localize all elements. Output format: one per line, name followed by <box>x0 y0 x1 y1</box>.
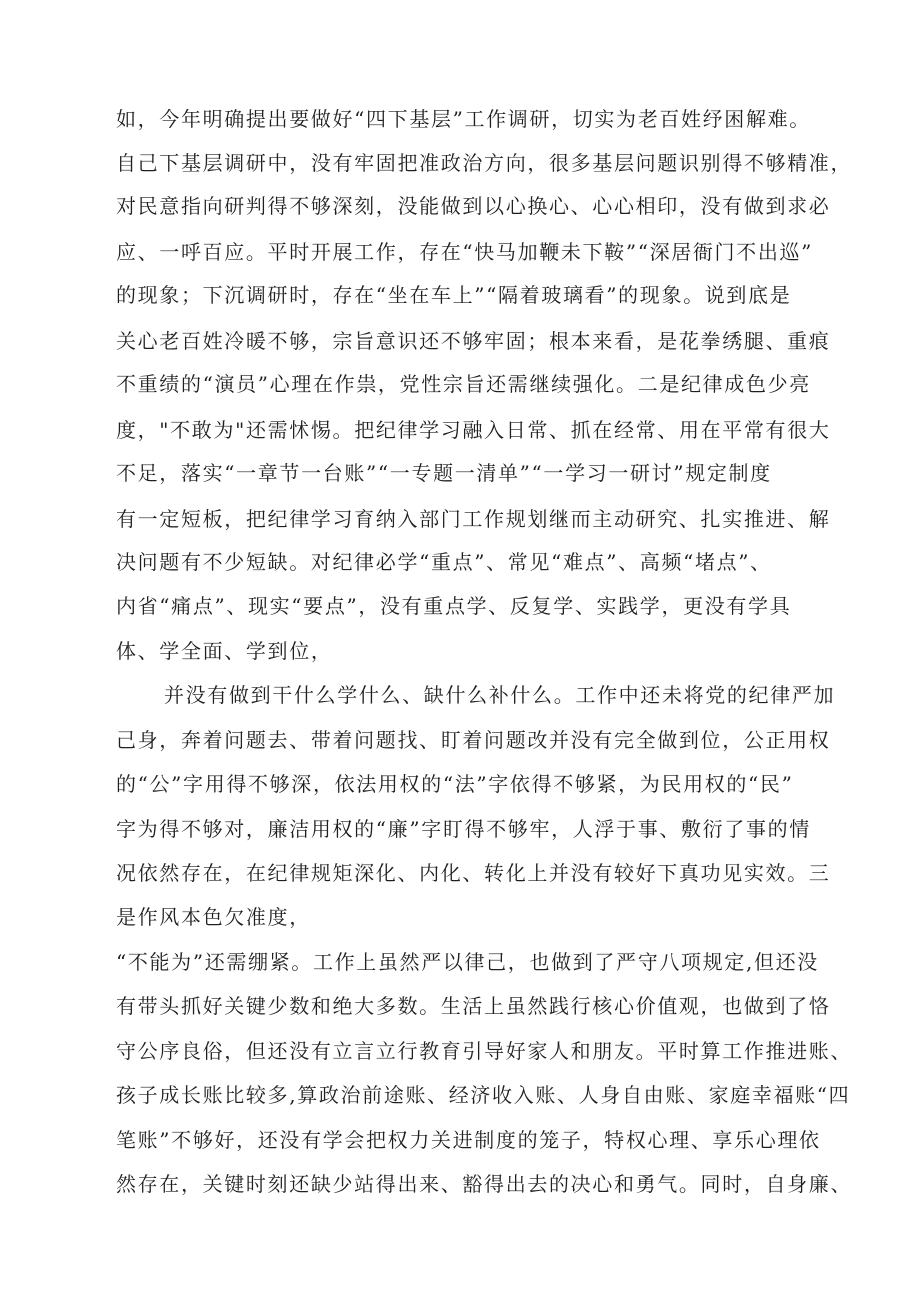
paragraph-first-line: 并没有做到干什么学什么、缺什么补什么。工作中还未将党的纪律严加 <box>164 683 836 707</box>
text-line: 的现象；下沉调研时，存在“坐在车上”“隔着玻璃看”的现象。说到底是 <box>116 283 792 307</box>
text-line: 笔账”不够好，还没有学会把权力关进制度的笼子，特权心理、享乐心理依 <box>116 1128 821 1152</box>
text-line: 不足，落实“一章节一台账”“一专题一清单”“一学习一研讨”规定制度 <box>116 461 772 485</box>
text-line: 内省“痛点”、现实“要点”，没有重点学、反复学、实践学，更没有学具 <box>116 594 792 618</box>
text-line: 然存在，关键时刻还缺少站得出来、豁得出去的决心和勇气。同时，自身廉、 <box>116 1172 853 1196</box>
text-line: 对民意指向研判得不够深刻，没能做到以心换心、心心相印，没有做到求必 <box>116 194 831 218</box>
text-line: 度，"不敢为"还需怵惕。把纪律学习融入日常、抓在经常、用在平常有很大 <box>116 418 831 442</box>
text-line: 是作风本色欠准度， <box>116 905 311 929</box>
text-line: 己身，奔着问题去、带着问题找、盯着问题改并没有完全做到位，公正用权 <box>116 728 831 752</box>
text-line: 应、一呼百应。平时开展工作，存在“快马加鞭未下鞍”“深居衙门不出巡” <box>116 240 813 264</box>
text-line: 体、学全面、学到位， <box>116 639 333 663</box>
text-line: 有一定短板，把纪律学习育纳入部门工作规划继而主动研究、扎实推进、解 <box>116 507 831 531</box>
text-line: 有带头抓好关键少数和绝大多数。生活上虽然践行核心价值观，也做到了恪 <box>116 994 831 1018</box>
text-line: 自己下基层调研中，没有牢固把准政治方向，很多基层问题识别得不够精准， <box>116 151 853 175</box>
text-line: 关心老百姓冷暖不够，宗旨意识还不够牢固；根本来看，是花拳绣腿、重痕 <box>116 329 831 353</box>
text-line: 守公序良俗，但还没有立言立行教育引导好家人和朋友。平时算工作推进账、 <box>116 1039 853 1063</box>
text-line: 字为得不够对，廉洁用权的“廉”字盯得不够牢，人浮于事、敷衍了事的情 <box>116 817 811 841</box>
text-line: 的“公”字用得不够深，依法用权的“法”字依得不够紧，为民用权的“民” <box>116 772 794 796</box>
text-line: 决问题有不少短缺。对纪律必学“重点”、常见“难点”、高频“堵点”、 <box>116 550 772 574</box>
text-line: “不能为”还需绷紧。工作上虽然严以律己，也做到了严守八项规定,但还没 <box>116 950 819 974</box>
text-line: 孩子成长账比较多,算政治前途账、经济收入账、人身自由账、家庭幸福账“四 <box>116 1083 851 1107</box>
text-line: 不重绩的“演员”心理在作祟，党性宗旨还需继续强化。二是纪律成色少亮 <box>116 372 811 396</box>
text-line: 况依然存在，在纪律规矩深化、内化、转化上并没有较好下真功见实效。三 <box>116 861 831 885</box>
text-line: 如，今年明确提出要做好“四下基层”工作调研，切实为老百姓纾困解难。 <box>116 107 811 131</box>
